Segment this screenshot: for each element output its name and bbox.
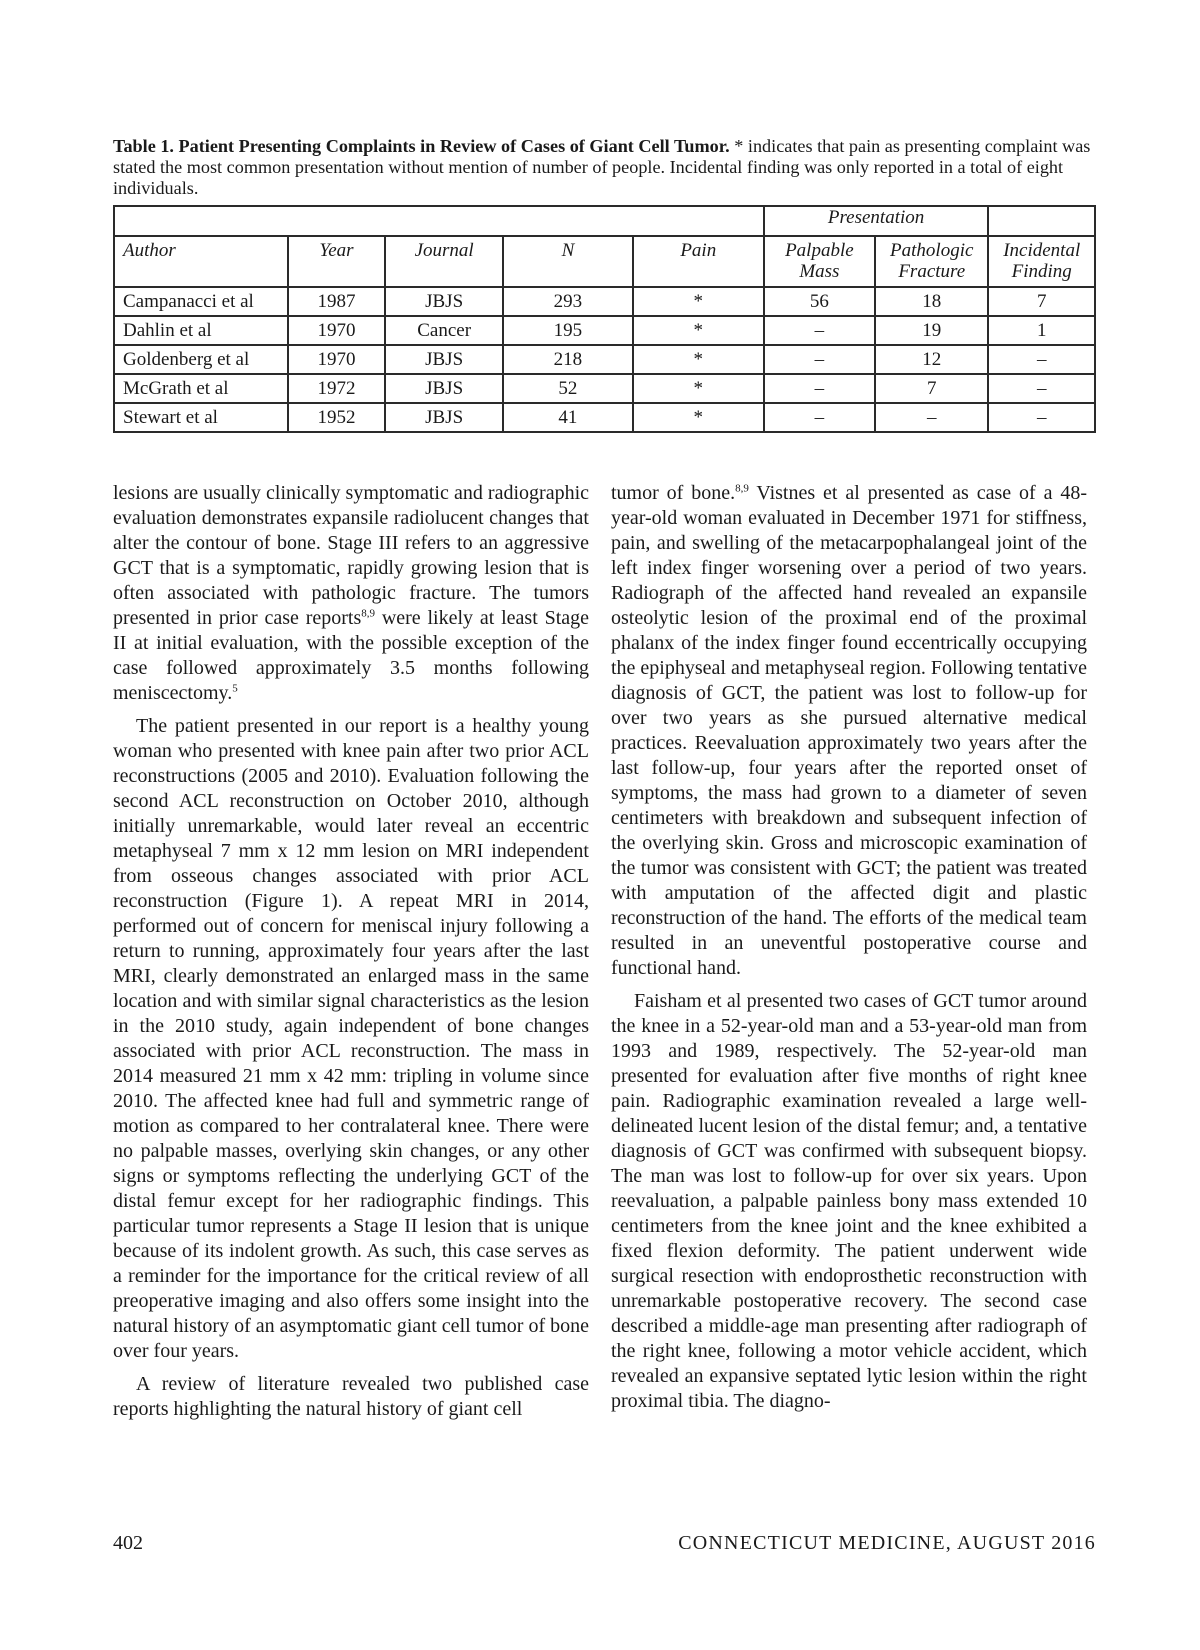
header-pain: Pain — [633, 236, 764, 287]
cell-journal: JBJS — [385, 403, 503, 432]
cell-palpable: – — [764, 316, 875, 345]
presenting-complaints-table — [113, 205, 1096, 433]
cell-fracture: 19 — [875, 316, 988, 345]
cell-author: Campanacci et al — [114, 287, 288, 316]
cell-author: Goldenberg et al — [114, 345, 288, 374]
table-group-blank — [988, 206, 1095, 236]
cell-incidental: 7 — [988, 287, 1095, 316]
presentation-group-header: Presentation — [764, 206, 989, 236]
table-caption-title: Table 1. Patient Presenting Complaints in Review of Cases of Giant Cell Tumor. — [113, 136, 730, 156]
cell-pain: * — [633, 374, 764, 403]
cell-pain: * — [633, 403, 764, 432]
cell-n: 41 — [503, 403, 633, 432]
cell-year: 1970 — [288, 316, 386, 345]
cell-pain: * — [633, 287, 764, 316]
table-group-blank — [633, 206, 764, 236]
body-column-right — [611, 481, 1087, 1422]
table-row — [114, 374, 1095, 403]
table-group-header-row — [114, 206, 1095, 236]
cell-incidental: – — [988, 403, 1095, 432]
table-row — [114, 287, 1095, 316]
cell-pain: * — [633, 316, 764, 345]
header-palpable-mass: Palpable Mass — [764, 236, 875, 287]
cell-year: 1970 — [288, 345, 386, 374]
cell-year: 1952 — [288, 403, 386, 432]
header-journal: Journal — [385, 236, 503, 287]
cell-incidental: – — [988, 345, 1095, 374]
running-footer: CONNECTICUT MEDICINE, AUGUST 2016 — [678, 1532, 1096, 1554]
table-group-blank — [114, 206, 288, 236]
cell-palpable: 56 — [764, 287, 875, 316]
table-row — [114, 316, 1095, 345]
table-caption — [113, 136, 1093, 199]
body-column-left — [113, 481, 589, 1430]
paragraph: The patient presented in our report is a healthy young woman who presented with knee pain after two prior ACL reconstructions (2005 and 2010). Evaluation following the second ACL reconstruction on October 2010, although initially unremarkable, would later reveal an eccentric metaphyseal 7 mm x 12 mm lesion on MRI independent from osseous changes associated with prior ACL reconstruction (Figure 1). A repeat MRI in 2014, performed out of concern for meniscal injury following a return to running, approximately four years after the last MRI, clearly demonstrated an enlarged mass in the same location and with similar signal characteristics as the lesion in the 2010 study, again independent of bone changes associated with prior ACL reconstruction. The mass in 2014 measured 21 mm x 42 mm: tripling in volume since 2010. The affected knee had full and symmetric range of motion as compared to her contralateral knee. There were no palpable masses, overlying skin changes, or any other signs or symptoms reflecting the underlying GCT of the distal femur except for her radiographic findings. This particular tumor represents a Stage II lesion that is unique because of its indolent growth. As such, this case serves as a reminder for the importance for the critical review of all preoperative imaging and also offers some insight into the natural history of an asymptomatic giant cell tumor of bone over four years. — [113, 715, 589, 1362]
cell-n: 195 — [503, 316, 633, 345]
cell-author: Dahlin et al — [114, 316, 288, 345]
cell-journal: Cancer — [385, 316, 503, 345]
cell-fracture: 7 — [875, 374, 988, 403]
paragraph: tumor of bone.$^{8,9}$ Vistnes et al presented as case of a 48-year-old woman evaluated in December 1971 for stiffness, pain, and swelling of the metacarpophalangeal joint of the left index finger worsening over a period of two years. Radiograph of the affected hand revealed an expansile osteolytic lesion of the proximal end of the proximal phalanx of the index finger found eccentrically occupying the epiphyseal and metaphyseal region. Following tentative diagnosis of GCT, the patient was lost to follow-up for over two years as she pursued alternative medical practices. Reevaluation approximately two years after the last follow-up, four years after the reported onset of symptoms, the mass had grown to a diameter of seven centimeters with breakdown and subsequent infection of the overlying skin. Gross and microscopic examination of the tumor was consistent with GCT; the patient was treated with amputation of the affected digit and plastic reconstruction of the hand. The efforts of the medical team resulted in an uneventful postoperative course and functional hand. — [611, 482, 1087, 979]
paragraph: A review of literature revealed two published case reports highlighting the natural history of giant cell — [113, 1373, 589, 1420]
cell-palpable: – — [764, 345, 875, 374]
header-year: Year — [288, 236, 386, 287]
header-author: Author — [114, 236, 288, 287]
cell-incidental: 1 — [988, 316, 1095, 345]
cell-fracture: 12 — [875, 345, 988, 374]
header-pathologic-fracture: Pathologic Fracture — [875, 236, 988, 287]
cell-year: 1987 — [288, 287, 386, 316]
paragraph: Faisham et al presented two cases of GCT tumor around the knee in a 52-year-old man and a 53-year-old man from 1993 and 1989, respectively. The 52-year-old man presented for evaluation after five months of right knee pain. Radiographic examination revealed a large well-delineated lucent lesion of the distal femur; and, a tentative diagnosis of GCT was confirmed with subsequent biopsy. The man was lost to follow-up for over six years. Upon reevaluation, a palpable painless bony mass extended 10 centimeters from the knee joint and the knee exhibited a fixed flexion deformity. The patient underwent wide surgical resection with endoprosthetic reconstruction with unremarkable postoperative recovery. The second case described a middle-age man presenting after radiograph of the right knee, following a motor vehicle accident, which revealed an expansive septated lytic lesion within the right proximal tibia. The diagno- — [611, 990, 1087, 1412]
table-caption-text: * indicates that pain as presenting complaint was stated the most common presentation without mention of number of people. Incidental finding was only reported in a total of eight individuals. — [113, 136, 1091, 198]
header-n: N — [503, 236, 633, 287]
table-header-row — [114, 236, 1095, 287]
cell-pain: * — [633, 345, 764, 374]
cell-journal: JBJS — [385, 287, 503, 316]
cell-author: McGrath et al — [114, 374, 288, 403]
cell-fracture: 18 — [875, 287, 988, 316]
cell-palpable: – — [764, 374, 875, 403]
cell-journal: JBJS — [385, 345, 503, 374]
cell-n: 218 — [503, 345, 633, 374]
cell-journal: JBJS — [385, 374, 503, 403]
cell-fracture: – — [875, 403, 988, 432]
table-group-blank — [288, 206, 386, 236]
cell-author: Stewart et al — [114, 403, 288, 432]
cell-n: 293 — [503, 287, 633, 316]
table-group-blank — [503, 206, 633, 236]
cell-palpable: – — [764, 403, 875, 432]
table-row — [114, 345, 1095, 374]
header-incidental-finding: Incidental Finding — [988, 236, 1095, 287]
cell-n: 52 — [503, 374, 633, 403]
cell-year: 1972 — [288, 374, 386, 403]
cell-incidental: – — [988, 374, 1095, 403]
table-group-blank — [385, 206, 503, 236]
table-row — [114, 403, 1095, 432]
page-number: 402 — [113, 1532, 143, 1554]
paragraph: lesions are usually clinically symptomatic and radiographic evaluation demonstrates expansile radiolucent changes that alter the contour of bone. Stage III refers to an aggressive GCT that is a symptomatic, rapidly growing lesion that is often associated with pathologic fracture. The tumors presented in prior case reports$^{8,9}$ were likely at least Stage II at initial evaluation, with the possible exception of the case followed approximately 3.5 months following meniscectomy.$^5$ — [113, 482, 589, 704]
